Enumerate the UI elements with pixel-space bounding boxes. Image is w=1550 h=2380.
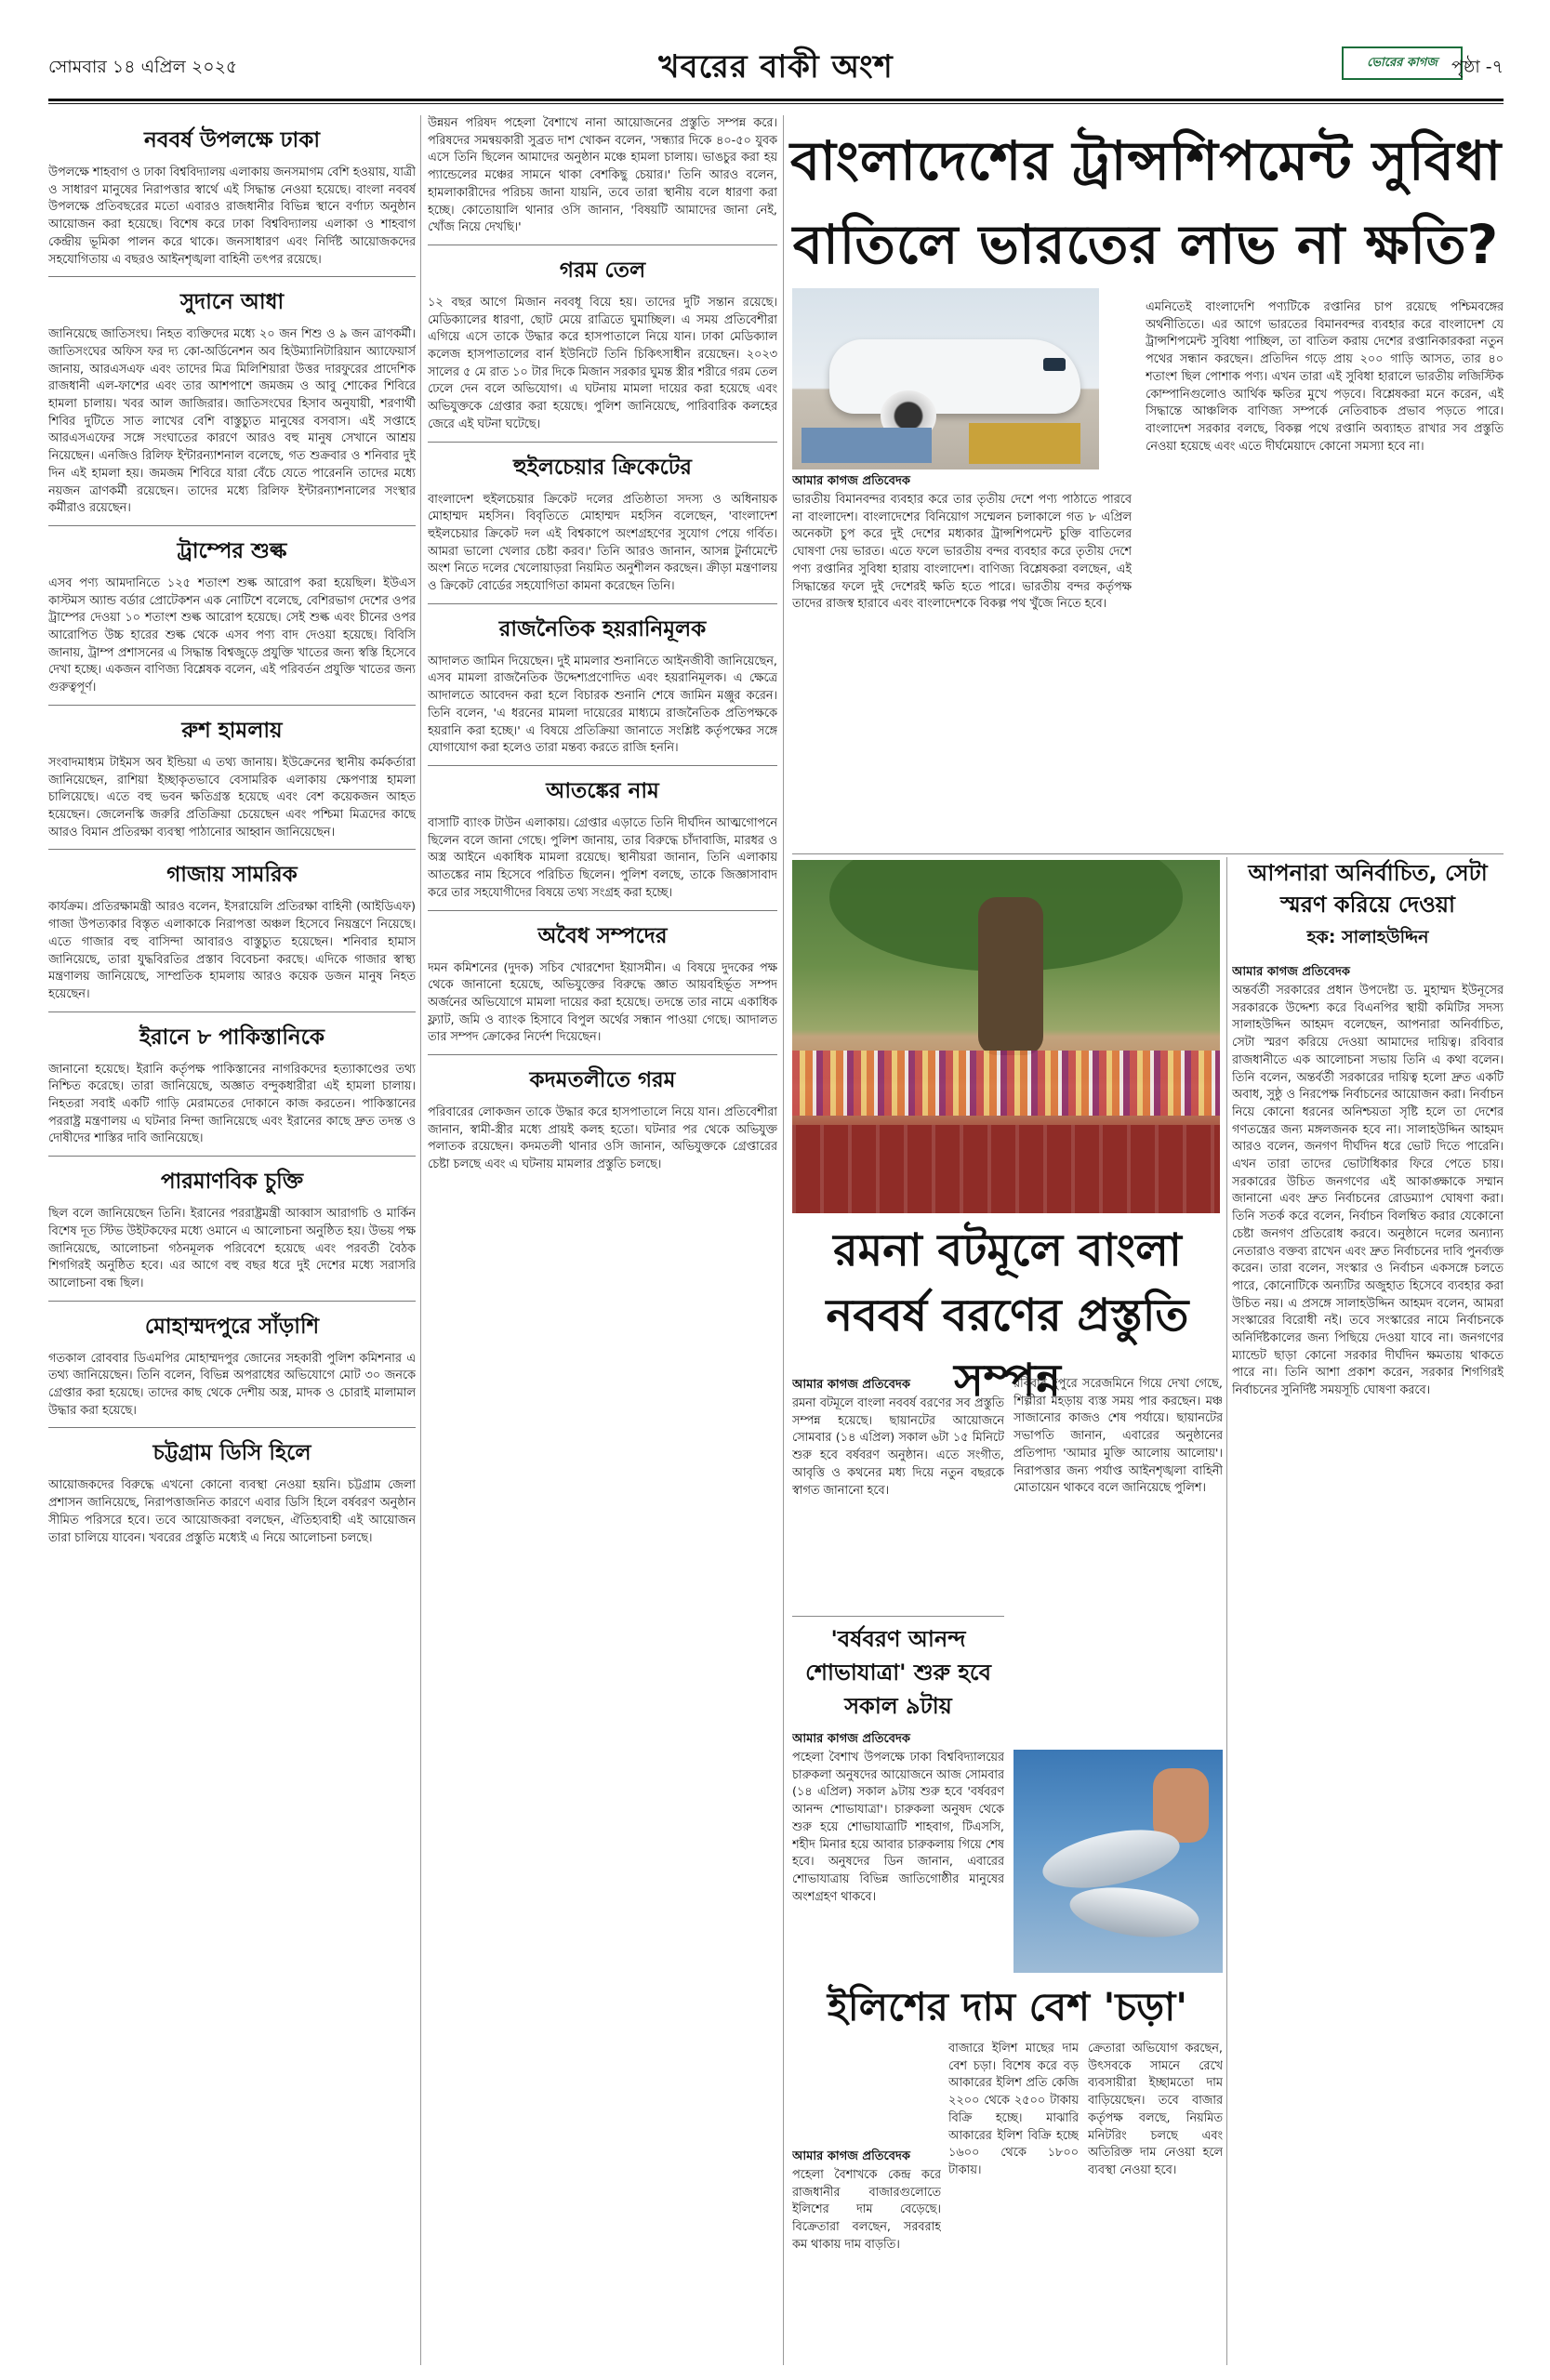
procession-headline: 'বর্ষবরণ আনন্দ শোভাযাত্রা' শুরু হবে সকাল ৯টায় bbox=[805, 1626, 991, 1719]
story-body: জানিয়েছে জাতিসংঘ। নিহত ব্যক্তিদের মধ্যে ২০ জন শিশু ও ৯ জন ত্রাণকর্মী। জাতিসংঘের অফিস ফর দ্য কো-অর্ডিনেশন অব হিউম্যানিটারিয়ান অ্যাফেয়ার্স জানায়, আরএসএফ এবং তাদের মিত্র মিলিশিয়ারা উত্তর দারফুরের প্রাদেশিক রাজধানী এল-ফাশের এবং তার আশপাশে জমজম ও আবু শোকের শিবিরে হামলা চালায়। খবর আল জাজিরার। জাতিসংঘের হিসাব অনুযায়ী, শরণার্থী শিবির দুটিতে সাত লাখের বেশি বাস্তুচ্যুত মানুষের বসবাস। এই সপ্তাহে আরএসএফের সঙ্গে সংঘাতের কারণে আরও বহু মানুষ সেখানে আশ্রয় নিয়েছেন। এনজিও রিলিফ ইন্টারন্যাশনাল বলেছে, গত শুক্রবার ও শনিবার দুই দিন এই হামলা হয়। জমজম শিবিরে যারা বেঁচে যেতে পারেননি তাদের মধ্যে নয়জন ত্রাণকর্মী রয়েছেন। তাদের মধ্যে রিলিফ ইন্টারন্যাশনালের সংস্থার কর্মীরাও রয়েছেন। bbox=[48, 327, 416, 516]
hilsa-headline: ইলিশের দাম বেশ 'চড়া' bbox=[827, 1984, 1188, 2030]
hilsa-fish bbox=[1038, 1819, 1185, 1898]
ramna-batamul-photo bbox=[792, 860, 1220, 1213]
story-body: কার্যক্রম। প্রতিরক্ষামন্ত্রী আরও বলেন, ইসরায়েলি প্রতিরক্ষা বাহিনী (আইডিএফ) গাজা উপত্যকার বিস্তৃত এলাকাকে নিরাপত্তা অঞ্চল হিসেবে নিয়ন্ত্রণে নিয়েছে। এতে গাজার বহু বাসিন্দা আবারও বাস্তুচ্যুত হয়েছেন। শনিবার হামাস জানিয়েছে, তারা যুদ্ধবিরতির প্রস্তাব বিবেচনা করছে। এদিকে গাজার স্বাস্থ্য মন্ত্রণালয় জানিয়েছে, সাম্প্রতিক হামলায় আরও কয়েক ডজন মানুষ নিহত হয়েছেন। bbox=[48, 900, 416, 1001]
story-body: পহেলা বৈশাখকে কেন্দ্র করে রাজধানীর বাজারগুলোতে ইলিশের দাম বেড়েছে। বিক্রেতারা বলছেন, সরবরাহ কম থাকায় দাম বাড়তি। bbox=[792, 2168, 941, 2252]
lead-body-right bbox=[1146, 299, 1504, 853]
festival-body-1 bbox=[792, 1376, 1004, 1608]
story-body: দমন কমিশনের (দুদক) সচিব খোরশেদা ইয়াসমীন। এ বিষয়ে দুদকের পক্ষ থেকে জানানো হয়েছে, অভিযুক্তের বিরুদ্ধে জ্ঞাত আয়বহির্ভূত সম্পদ অর্জনের অভিযোগে মামলা দায়ের করা হয়েছে। তদন্তে তার নামে একাধিক ফ্ল্যাট, জমি ও ব্যাংক হিসাবে বিপুল অর্থের সন্ধান পাওয়া গেছে। আদালত তার সম্পদ ক্রোকের নির্দেশ দিয়েছেন। bbox=[428, 960, 777, 1045]
story-body: আয়োজকদের বিরুদ্ধে এখনো কোনো ব্যবস্থা নেওয়া হয়নি। চট্টগ্রাম জেলা প্রশাসন জানিয়েছে, নিরাপত্তাজনিত কারণে এবার ডিসি হিলে বর্ষবরণ অনুষ্ঠান সীমিত পরিসরে হবে। তবে আয়োজকরা বলছেন, ঐতিহ্যবাহী এই আয়োজন তারা চালিয়ে যাবেন। খবরের প্রস্তুতি মধ্যেই এ নিয়ে আলোচনা চলছে। bbox=[48, 1478, 416, 1545]
story-heading: সুদানে আধা bbox=[179, 290, 285, 315]
divider bbox=[48, 1301, 416, 1302]
story-body: অন্তর্বর্তী সরকারের প্রধান উপদেষ্টা ড. মুহাম্মদ ইউনূসের সরকারকে উদ্দেশ্য করে বিএনপির স্থায়ী কমিটির সদস্য সালাহউদ্দিন আহমদ বলেছেন, আপনারা অনির্বাচিত, সেটা স্মরণ করিয়ে দেওয়া আমাদের দায়িত্ব। রবিবার রাজধানীতে এক আলোচনা সভায় তিনি এ কথা বলেন। তিনি বলেন, অন্তর্বর্তী সরকারের দায়িত্ব হলো দ্রুত একটি অবাধ, সুষ্ঠু ও নিরপেক্ষ নির্বাচনের আয়োজন করা। নির্বাচন নিয়ে কোনো ধরনের অনিশ্চয়তা সৃষ্টি হলে তা দেশের গণতন্ত্রের জন্য মঙ্গলজনক হবে না। সালাহউদ্দিন আহমদ আরও বলেন, জনগণ দীর্ঘদিন ধরে ভোট দিতে পারেনি। এখন তারা তাদের ভোটাধিকার ফিরে পেতে চায়। সরকারের উচিত জনগণের এই আকাঙ্ক্ষাকে সম্মান জানানো এবং দ্রুত নির্বাচনের রোডম্যাপ ঘোষণা করা। তিনি সতর্ক করে বলেন, নির্বাচন বিলম্বিত করার যেকোনো চেষ্টা জনগণ প্রতিরোধ করবে। অনুষ্ঠানে দলের অন্যান্য নেতারাও বক্তব্য রাখেন এবং দ্রুত নির্বাচনের দাবি পুনর্ব্যক্ত করেন। তারা বলেন, সংস্কার ও নির্বাচন একসঙ্গে চলতে পারে, কোনোটিকে অন্যটির অজুহাত হিসেবে ব্যবহার করা উচিত নয়। এ প্রসঙ্গে সালাহউদ্দিন আহমদ বলেন, আমরা সংস্কারের বিরোধী নই। তবে সংস্কারের নামে নির্বাচনকে অনির্দিষ্টকালের জন্য পিছিয়ে দেওয়া যাবে না। জনগণের ম্যান্ডেট ছাড়া কোনো সরকার দীর্ঘদিন ক্ষমতায় থাকতে পারে না। তিনি আশা প্রকাশ করেন, সরকার শিগগিরই নির্বাচনের সুনির্দিষ্ট সময়সূচি ঘোষণা করবে। bbox=[1232, 984, 1504, 1398]
column-rule bbox=[1226, 857, 1227, 2365]
divider bbox=[48, 1156, 416, 1157]
page-number: পৃষ্ঠা -৭ bbox=[1451, 57, 1504, 77]
story-body: পরিবারের লোকজন তাকে উদ্ধার করে হাসপাতালে নিয়ে যান। প্রতিবেশীরা জানান, স্বামী-স্ত্রীর মধ্যে প্রায়ই কলহ হতো। ঘটনার পর থেকে অভিযুক্ত পলাতক রয়েছেন। কদমতলী থানার ওসি জানান, অভিযুক্তকে গ্রেপ্তারের চেষ্টা চলছে এবং এ ঘটনায় মামলার প্রস্তুতি চলছে। bbox=[428, 1105, 777, 1172]
divider bbox=[428, 765, 777, 766]
hilsa-body-0 bbox=[792, 2148, 941, 2366]
cargo-container bbox=[801, 428, 932, 463]
hilsa-body-2 bbox=[1088, 2041, 1223, 2366]
story-body: উন্নয়ন পরিষদ পহেলা বৈশাখে নানা আয়োজনের প্রস্তুতি সম্পন্ন করে। পরিষদের সমন্বয়কারী সুব্রত দাশ খোকন বলেন, 'সন্ধ্যার দিকে ৪০-৫০ যুবক এসে তিনি ছিলেন আমাদের অনুষ্ঠান মঞ্চে হামলা চালায়। ভাঙচুর করা হয় প্যান্ডেলের মঞ্চের সামনে থাকা বেশকিছু চেয়ার।' তিনি আরও বলেন, হামলাকারীদের পরিচয় জানা যায়নি, তবে তারা স্থানীয় বলে ধারণা করা হচ্ছে। কোতোয়ালি থানার ওসি জানান, 'বিষয়টি আমাদের জানা নেই, খোঁজ নিয়ে দেখছি।' bbox=[428, 116, 777, 235]
story-heading: ট্রাম্পের শুল্ক bbox=[177, 538, 287, 563]
story-body: আদালত জামিন দিয়েছেন। দুই মামলার শুনানিতে আইনজীবী জানিয়েছেন, এসব মামলা রাজনৈতিক উদ্দেশ্যপ্রণোদিত এবং হয়রানিমূলক। এ ক্ষেত্রে আদালতে আবেদন করা হলে বিচারক শুনানি শেষে জামিন মঞ্জুর করেন। তিনি বলেন, 'এ ধরনের মামলা দায়েরের মাধ্যমে রাজনৈতিক প্রতিপক্ষকে হয়রানি করা হচ্ছে।' এ বিষয়ে প্রতিক্রিয়া জানাতে সংশ্লিষ্ট কর্তৃপক্ষের সঙ্গে যোগাযোগ করা হলেও তারা মন্তব্য করতে রাজি হননি। bbox=[428, 654, 777, 756]
divider bbox=[48, 705, 416, 706]
story-heading: অবৈধ সম্পদের bbox=[537, 923, 668, 948]
byline: আমার কাগজ প্রতিবেদক bbox=[792, 1732, 910, 1746]
column-1 bbox=[48, 115, 416, 2365]
divider bbox=[428, 1054, 777, 1055]
divider bbox=[792, 1616, 1004, 1617]
story-heading: কদমতলীতে গরম bbox=[529, 1068, 676, 1093]
divider bbox=[48, 849, 416, 850]
story-body: জানানো হয়েছে। ইরানি কর্তৃপক্ষ পাকিস্তানের নাগরিকদের হত্যাকাণ্ডের তথ্য নিশ্চিত করেছে। তারা জানিয়েছে, অজ্ঞাত বন্দুকধারীরা এই হামলা চালায়। নিহতরা সবাই একটি গাড়ি মেরামতের দোকানে কাজ করতেন। পাকিস্তানের পররাষ্ট্র মন্ত্রণালয় এ ঘটনার নিন্দা জানিয়েছে এবং ইরানের কাছে দ্রুত তদন্ত ও দোষীদের শাস্তির দাবি জানিয়েছে। bbox=[48, 1062, 416, 1146]
divider bbox=[428, 910, 777, 911]
section-title: খবরের বাকী অংশ bbox=[658, 48, 894, 86]
byline: আমার কাগজ প্রতিবেদক bbox=[792, 474, 910, 488]
divider bbox=[48, 276, 416, 277]
story-heading: পারমাণবিক চুক্তি bbox=[160, 1170, 304, 1195]
festival-body-2 bbox=[1013, 1376, 1223, 1743]
opinion-column bbox=[1232, 857, 1504, 2365]
divider bbox=[792, 853, 1504, 854]
story-heading: নববর্ষ উপলক্ষে ঢাকা bbox=[143, 128, 320, 152]
column-rule bbox=[783, 115, 784, 2365]
divider bbox=[428, 442, 777, 443]
byline: আমার কাগজ প্রতিবেদক bbox=[792, 2149, 910, 2163]
divider bbox=[48, 525, 416, 526]
performers-crowd bbox=[792, 1051, 1220, 1116]
story-body: এমনিতেই বাংলাদেশি পণ্যটিকে রপ্তানির চাপ রয়েছে পশ্চিমবঙ্গের অর্থনীতিতে। এর আগে ভারতের বিমানবন্দর ব্যবহার করে বাংলাদেশ যে ট্রান্সশিপমেন্ট সুবিধা পাচ্ছিল, তা বাতিল করায় দেশের রপ্তানিকারকরা নতুন পথের সন্ধান করছেন। প্রতিদিন গড়ে প্রায় ২০০ গাড়ি আসত, তার ৪০ শতাংশ ছিল পোশাক পণ্য। এখন তারা এই সুবিধা হারালে ভারতীয় লজিস্টিক কোম্পানিগুলোও আর্থিক ক্ষতির মুখে পড়বে। বিশ্লেষকরা মনে করেন, এই সিদ্ধান্তে আঞ্চলিক বাণিজ্য সম্পর্কে নেতিবাচক প্রভাব পড়তে পারে। বাংলাদেশ সরকার বলছে, বিকল্প পথে রপ্তানি অব্যাহত রাখার সব প্রস্তুতি নেওয়া হয়েছে এবং এতে দীর্ঘমেয়াদে কোনো সমস্যা হবে না। bbox=[1146, 300, 1504, 454]
story-heading: মোহাম্মদপুরে সাঁড়াশি bbox=[144, 1314, 320, 1339]
opinion-title: আপনারা অনির্বাচিত, সেটা স্মরণ করিয়ে দেওয়া bbox=[1248, 860, 1488, 918]
lead-headline: বাংলাদেশের ট্রান্সশিপমেন্ট সুবিধা বাতিলে ভারতের লাভ না ক্ষতি? bbox=[789, 129, 1503, 276]
airplane-photo bbox=[792, 288, 1099, 469]
cockpit-window bbox=[1043, 358, 1066, 371]
story-body: রমনা বটমূলে বাংলা নববর্ষ বরণের সব প্রস্তুতি সম্পন্ন হয়েছে। ছায়ানটের আয়োজনে সোমবার (১৪ এপ্রিল) সকাল ৬টা ১৫ মিনিটে শুরু হবে বর্ষবরণ অনুষ্ঠান। এতে সংগীত, আবৃত্তি ও কথনের মধ্য দিয়ে নতুন বছরকে স্বাগত জানানো হবে। bbox=[792, 1396, 1004, 1498]
story-body: বাসাটি ব্যাংক টাউন এলাকায়। গ্রেপ্তার এড়াতে তিনি দীর্ঘদিন আত্মগোপনে ছিলেন বলে জানা গেছে। পুলিশ জানায়, তার বিরুদ্ধে চাঁদাবাজি, মারধর ও অস্ত্র আইনে একাধিক মামলা রয়েছে। স্থানীয়রা জানান, তিনি এলাকায় আতঙ্কের নাম হিসেবে পরিচিত ছিলেন। পুলিশ বলছে, তাকে জিজ্ঞাসাবাদ করে তার সহযোগীদের বিষয়ে তথ্য সংগ্রহ করা হচ্ছে। bbox=[428, 815, 777, 900]
page-header bbox=[48, 41, 1504, 97]
story-body: পহেলা বৈশাখ উপলক্ষে ঢাকা বিশ্ববিদ্যালয়ের চারুকলা অনুষদের আয়োজনে আজ সোমবার (১৪ এপ্রিল) সকাল ৯টায় শুরু হবে 'বর্ষবরণ আনন্দ শোভাযাত্রা'। চারুকলা অনুষদ থেকে শুরু হয়ে শোভাযাত্রাটি শাহবাগ, টিএসসি, শহীদ মিনার হয়ে আবার চারুকলায় গিয়ে শেষ হবে। অনুষদের ডিন জানান, এবারের শোভাযাত্রায় বিভিন্ন জাতিগোষ্ঠীর মানুষের অংশগ্রহণ থাকবে। bbox=[792, 1751, 1004, 1904]
byline: আমার কাগজ প্রতিবেদক bbox=[1232, 965, 1350, 979]
story-body: সংবাদমাধ্যম টাইমস অব ইন্ডিয়া এ তথ্য জানায়। ইউক্রেনের স্থানীয় কর্মকর্তারা জানিয়েছেন, রাশিয়া ইচ্ছাকৃতভাবে বেসামরিক এলাকায় ক্ষেপণাস্ত্র হামলা চালিয়েছে। এতে বহু ভবন ক্ষতিগ্রস্ত হয়েছে এবং বেশ কয়েকজন আহত হয়েছেন। জেলেনস্কি জরুরি প্রতিক্রিয়া চেয়েছেন এবং পশ্চিমা মিত্রদের কাছে আরও বিমান প্রতিরক্ষা ব্যবস্থা পাঠানোর আহ্বান জানিয়েছেন। bbox=[48, 755, 416, 840]
cargo-loader bbox=[969, 423, 1080, 464]
story-heading: আতঙ্কের নাম bbox=[546, 778, 659, 803]
story-body: বাজারে ইলিশ মাছের দাম বেশ চড়া। বিশেষ করে বড় আকারের ইলিশ প্রতি কেজি ২২০০ থেকে ২৫০০ টাকায় বিক্রি হচ্ছে। মাঝারি আকারের ইলিশ বিক্রি হচ্ছে ১৬০০ থেকে ১৮০০ টাকায়। bbox=[948, 2042, 1079, 2177]
story-body: রবিবার দুপুরে সরেজমিনে গিয়ে দেখা গেছে, শিল্পীরা মহড়ায় ব্যস্ত সময় পার করছেন। মঞ্চ সাজানোর কাজও শেষ পর্যায়ে। ছায়ানটের সভাপতি জানান, এবারের অনুষ্ঠানের প্রতিপাদ্য 'আমার মুক্তি আলোয় আলোয়'। নিরাপত্তার জন্য পর্যাপ্ত আইনশৃঙ্খলা বাহিনী মোতায়েন থাকবে বলে জানিয়েছে পুলিশ। bbox=[1013, 1377, 1223, 1496]
divider bbox=[48, 1427, 416, 1428]
story-heading: ইরানে ৮ পাকিস্তানিকে bbox=[139, 1025, 325, 1050]
tree-trunk bbox=[978, 897, 1043, 1055]
hilsa-fish bbox=[1066, 1881, 1202, 1945]
header-rule-thin bbox=[48, 103, 1504, 104]
story-body: বাংলাদেশ হুইলচেয়ার ক্রিকেট দলের প্রতিষ্ঠাতা সদস্য ও অধিনায়ক মোহাম্মদ মহসিন। বিবৃতিতে মোহাম্মদ মহসিন বলেছেন, 'বাংলাদেশ হুইলচেয়ার ক্রিকেট দল এই বিশ্বকাপে অংশগ্রহণের সুযোগ পেয়ে গর্বিত। আমরা ভালো খেলার চেষ্টা করব।' তিনি আরও জানান, আসন্ন টুর্নামেন্টে অংশ নিতে দলের খেলোয়াড়রা নিয়মিত অনুশীলন করছেন। ক্রীড়া মন্ত্রণালয় ও ক্রিকেট বোর্ডের সহযোগিতা কামনা করেছেন তিনি। bbox=[428, 492, 777, 594]
story-body: ১২ বছর আগে মিজান নববধূ বিয়ে হয়। তাদের দুটি সন্তান রয়েছে। মেডিক্যালের ধারণা, ছোট মেয়ে রাত্রিতে ঘুমাচ্ছিল। এ সময় প্রতিবেশীরা এগিয়ে এসে তাকে উদ্ধার করে হাসপাতালে নিয়ে যান। ঢাকা মেডিক্যাল কলেজ হাসপাতালের বার্ন ইউনিটে তিনি চিকিৎসাধীন রয়েছেন। ২০২৩ সালের ৫ মে রাত ১০ টার দিকে মিজান সরকার ঘুমন্ত স্ত্রীর শরীরে গরম তেল ঢেলে দেন বলে অভিযোগ। এ ঘটনায় মামলা দায়ের করা হয়েছে এবং অভিযুক্তকে গ্রেপ্তার করা হয়েছে। পুলিশ জানিয়েছে, পারিবারিক কলহের জেরে এই ঘটনা ঘটেছে। bbox=[428, 295, 777, 431]
story-body: ছিল বলে জানিয়েছেন তিনি। ইরানের পররাষ্ট্রমন্ত্রী আব্বাস আরাগচি ও মার্কিন বিশেষ দূত স্টিভ উইটকফের মধ্যে ওমানে এ আলোচনা অনুষ্ঠিত হয়। উভয় পক্ষ জানিয়েছে, আলোচনা গঠনমূলক পরিবেশে হয়েছে এবং পরবর্তী বৈঠক শিগগিরই অনুষ্ঠিত হবে। এর আগে বহু বছর ধরে দুই দেশের মধ্যে সরাসরি আলোচনা বন্ধ ছিল। bbox=[48, 1207, 416, 1290]
divider bbox=[428, 603, 777, 604]
story-heading: গরম তেল bbox=[559, 258, 646, 283]
story-body: এসব পণ্য আমদানিতে ১২৫ শতাংশ শুল্ক আরোপ করা হয়েছিল। ইউএস কাস্টমস অ্যান্ড বর্ডার প্রোটেকশন এক নোটিশে বলেছে, বেশিরভাগ দেশের ওপর ট্রাম্পের দেওয়া ১০ শতাংশ শুল্ক আরোপ হয়েছে। সেই শুল্ক এবং চীনের ওপর আরোপিত উচ্চ হারের শুল্ক থেকে এসব পণ্য বাদ দেওয়া হয়েছে। বিবিসি জানায়, ট্রাম্প প্রশাসনের এ সিদ্ধান্ত বিশ্বজুড়ে প্রযুক্তি খাতের জন্য স্বস্তি হিসেবে দেখা হচ্ছে। একজন বাণিজ্য বিশ্লেষক বলেন, এই পরিবর্তন প্রযুক্তি খাতের জন্য গুরুত্বপূর্ণ। bbox=[48, 575, 416, 695]
header-rule bbox=[48, 99, 1504, 101]
opinion-author: হক: সালাহউদ্দিন bbox=[1306, 927, 1429, 947]
byline: আমার কাগজ প্রতিবেদক bbox=[792, 1378, 910, 1392]
lead-body-left bbox=[792, 472, 1132, 853]
story-heading: গাজায় সামরিক bbox=[166, 863, 298, 888]
column-2 bbox=[428, 115, 777, 2365]
story-heading: চট্টগ্রাম ডিসি হিলে bbox=[152, 1441, 311, 1466]
festival-headline: রমনা বটমূলে বাংলা নববর্ষ বরণের প্রস্তুতি সম্পন্ন bbox=[826, 1224, 1189, 1407]
story-body: গতকাল রোববার ডিএমপির মোহাম্মদপুর জোনের সহকারী পুলিশ কমিশনার এ তথ্য জানিয়েছেন। তিনি বলেন, বিভিন্ন অপরাধের অভিযোগে মোট ৩০ জনকে গ্রেপ্তার করা হয়েছে। তাদের কাছ থেকে দেশীয় অস্ত্র, মাদক ও চোরাই মালামাল উদ্ধার করা হয়েছে। bbox=[48, 1351, 416, 1418]
header-date: সোমবার ১৪ এপ্রিল ২০২৫ bbox=[48, 57, 238, 77]
column-rule bbox=[420, 115, 421, 2365]
story-body: উপলক্ষে শাহবাগ ও ঢাকা বিশ্ববিদ্যালয় এলাকায় জনসমাগম বেশি হওয়ায়, যাত্রী ও সাধারণ মানুষের নিরাপত্তার স্বার্থে এই সিদ্ধান্ত নেওয়া হয়েছে। বাংলা নববর্ষ উপলক্ষে প্রতিবছরের মতো এবারও রাজধানীর বিভিন্ন স্থানে বর্ণাঢ্য অনুষ্ঠান আয়োজন করা হয়েছে। বিশেষ করে ঢাকা বিশ্ববিদ্যালয় এলাকা ও শাহবাগ কেন্দ্রীয় ভূমিকা পালন করে থাকে। জনসাধারণ এবং নির্দিষ্ট আয়োজকদের সহযোগিতায় এ বছরও আইনশৃঙ্খলা বাহিনী তৎপর রয়েছে। bbox=[48, 165, 416, 267]
hilsa-body-1 bbox=[948, 2041, 1079, 2366]
story-heading: রাজনৈতিক হয়রানিমূলক bbox=[498, 616, 707, 641]
story-body: ক্রেতারা অভিযোগ করছেন, উৎসবকে সামনে রেখে ব্যবসায়ীরা ইচ্ছামতো দাম বাড়িয়েছেন। তবে বাজার কর্তৃপক্ষ বলছে, নিয়মিত মনিটরিং চলছে এবং অতিরিক্ত দাম নেওয়া হলে ব্যবস্থা নেওয়া হবে। bbox=[1088, 2042, 1223, 2177]
hilsa-fish-photo bbox=[1013, 1750, 1223, 1973]
airplane-fuselage bbox=[829, 339, 1080, 414]
story-body: ভারতীয় বিমানবন্দর ব্যবহার করে তার তৃতীয় দেশে পণ্য পাঠাতে পারবে না বাংলাদেশ। বাংলাদেশের বিনিয়োগ সম্মেলন চলাকালে গত ৮ এপ্রিল অনেকটা চুপ করে দুই দেশের মধ্যকার ট্রান্সশিপমেন্ট চুক্তি বাতিলের ঘোষণা দেয় ভারত। এতে ফলে ভারতীয় বন্দর ব্যবহার করে তৃতীয় দেশে পণ্য রপ্তানির সুবিধা হারায় বাংলাদেশ। বাণিজ্য বিশ্লেষকরা বলছেন, এই সিদ্ধান্তের ফলে দুই দেশেরই ক্ষতি হতে পারে। ভারতীয় বন্দর কর্তৃপক্ষ তাদের রাজস্ব হারাবে এবং বাংলাদেশকে বিকল্প পথ খুঁজে নিতে হবে। bbox=[792, 493, 1132, 612]
stage bbox=[792, 1125, 1220, 1213]
story-heading: হুইলচেয়ার ক্রিকেটের bbox=[513, 455, 692, 480]
masthead-logo: ভোরের কাগজ bbox=[1342, 46, 1463, 80]
story-heading: রুশ হামলায় bbox=[181, 718, 283, 743]
